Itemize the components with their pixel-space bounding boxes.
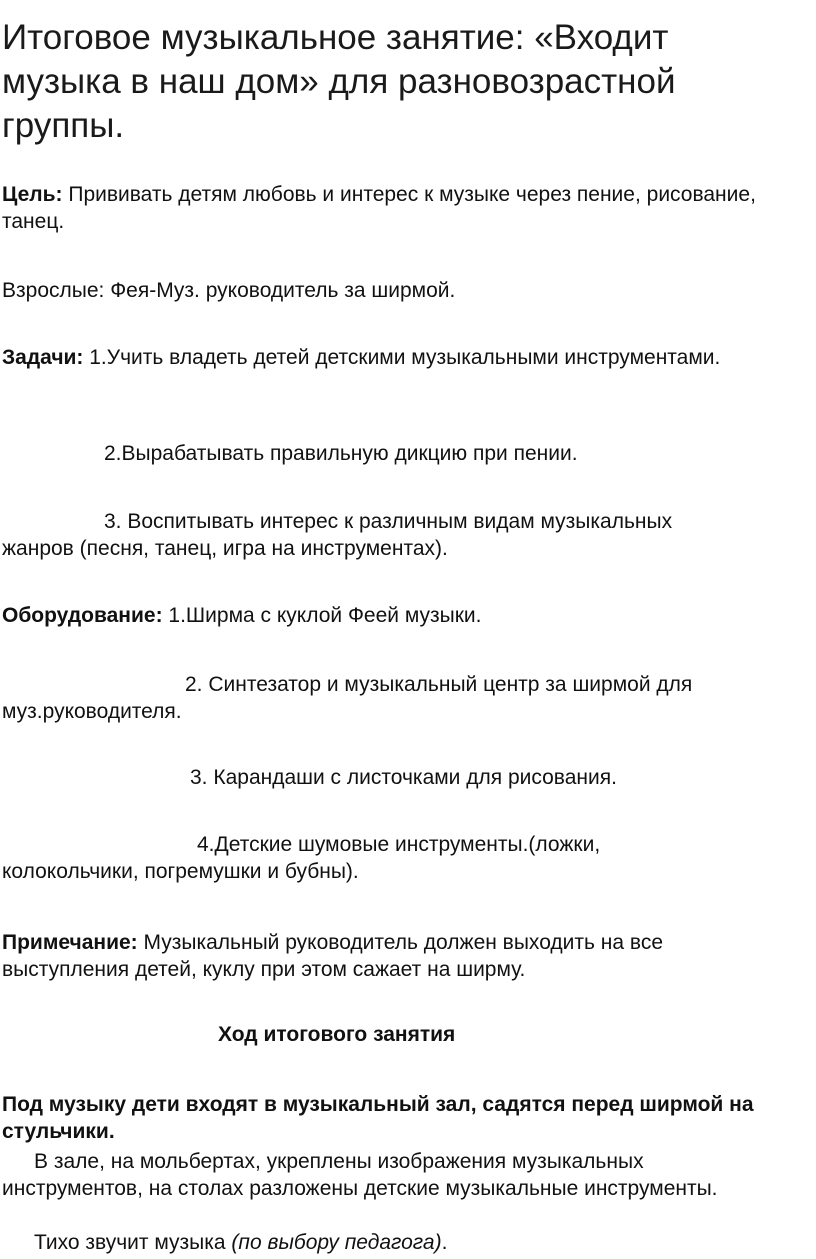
task-item-2: 2.Вырабатывать правильную дикцию при пении. <box>104 442 578 465</box>
section-heading: Ход итогового занятия <box>218 1023 456 1046</box>
equipment-label: Оборудование: <box>2 604 163 627</box>
adults-paragraph: Взрослые: Фея-Муз. руководитель за ширмой. <box>2 279 456 302</box>
equipment-item-4-line-2: колокольчики, погремушки и бубны). <box>2 860 359 883</box>
equipment-item-2-line-1: 2. Синтезатор и музыкальный центр за ширмой для <box>185 673 693 696</box>
document-title: Итоговое музыкальное занятие: «Входит музыка в наш дом» для разновозрастной группы. <box>2 18 676 145</box>
equipment-item-4-line-1: 4.Детские шумовые инструменты.(ложки, <box>197 833 601 856</box>
goal-text: Прививать детям любовь и интерес к музыке через пение, рисование, танец. <box>2 183 756 233</box>
entrance-paragraph: Под музыку дети входят в музыкальный зал, садятся перед ширмой на стульчики. <box>2 1093 754 1143</box>
note-label: Примечание: <box>2 931 138 954</box>
goal-paragraph <box>2 181 802 235</box>
equipment-item-1: 1.Ширма с куклой Феей музыки. <box>162 604 482 627</box>
hall-description: В зале, на мольбертах, укреплены изображения музыкальных инструментов, на столах разложены детские музыкальные инструменты. <box>2 1150 718 1200</box>
tasks-label: Задачи: <box>2 346 84 369</box>
music-italic-note: (по выбору педагога) <box>231 1231 442 1254</box>
task-item-3-line-1: 3. Воспитывать интерес к различным видам музыкальных <box>104 510 673 533</box>
equipment-item-2-line-2: муз.руководителя. <box>2 700 182 723</box>
equipment-paragraph <box>2 602 802 629</box>
music-text: Тихо звучит музыка <box>34 1231 232 1254</box>
equipment-item-3: 3. Карандаши с листочками для рисования. <box>190 766 617 789</box>
task-item-1: 1.Учить владеть детей детскими музыкальными инструментами. <box>83 346 721 369</box>
music-end: . <box>441 1231 448 1254</box>
note-paragraph <box>2 929 792 983</box>
music-paragraph <box>34 1229 794 1256</box>
tasks-paragraph <box>2 344 802 371</box>
task-item-3-line-2: жанров (песня, танец, игра на инструментах). <box>2 537 448 560</box>
goal-label: Цель: <box>2 183 63 206</box>
note-text: Музыкальный руководитель должен выходить на все выступления детей, куклу при этом сажает на ширму. <box>2 931 663 981</box>
